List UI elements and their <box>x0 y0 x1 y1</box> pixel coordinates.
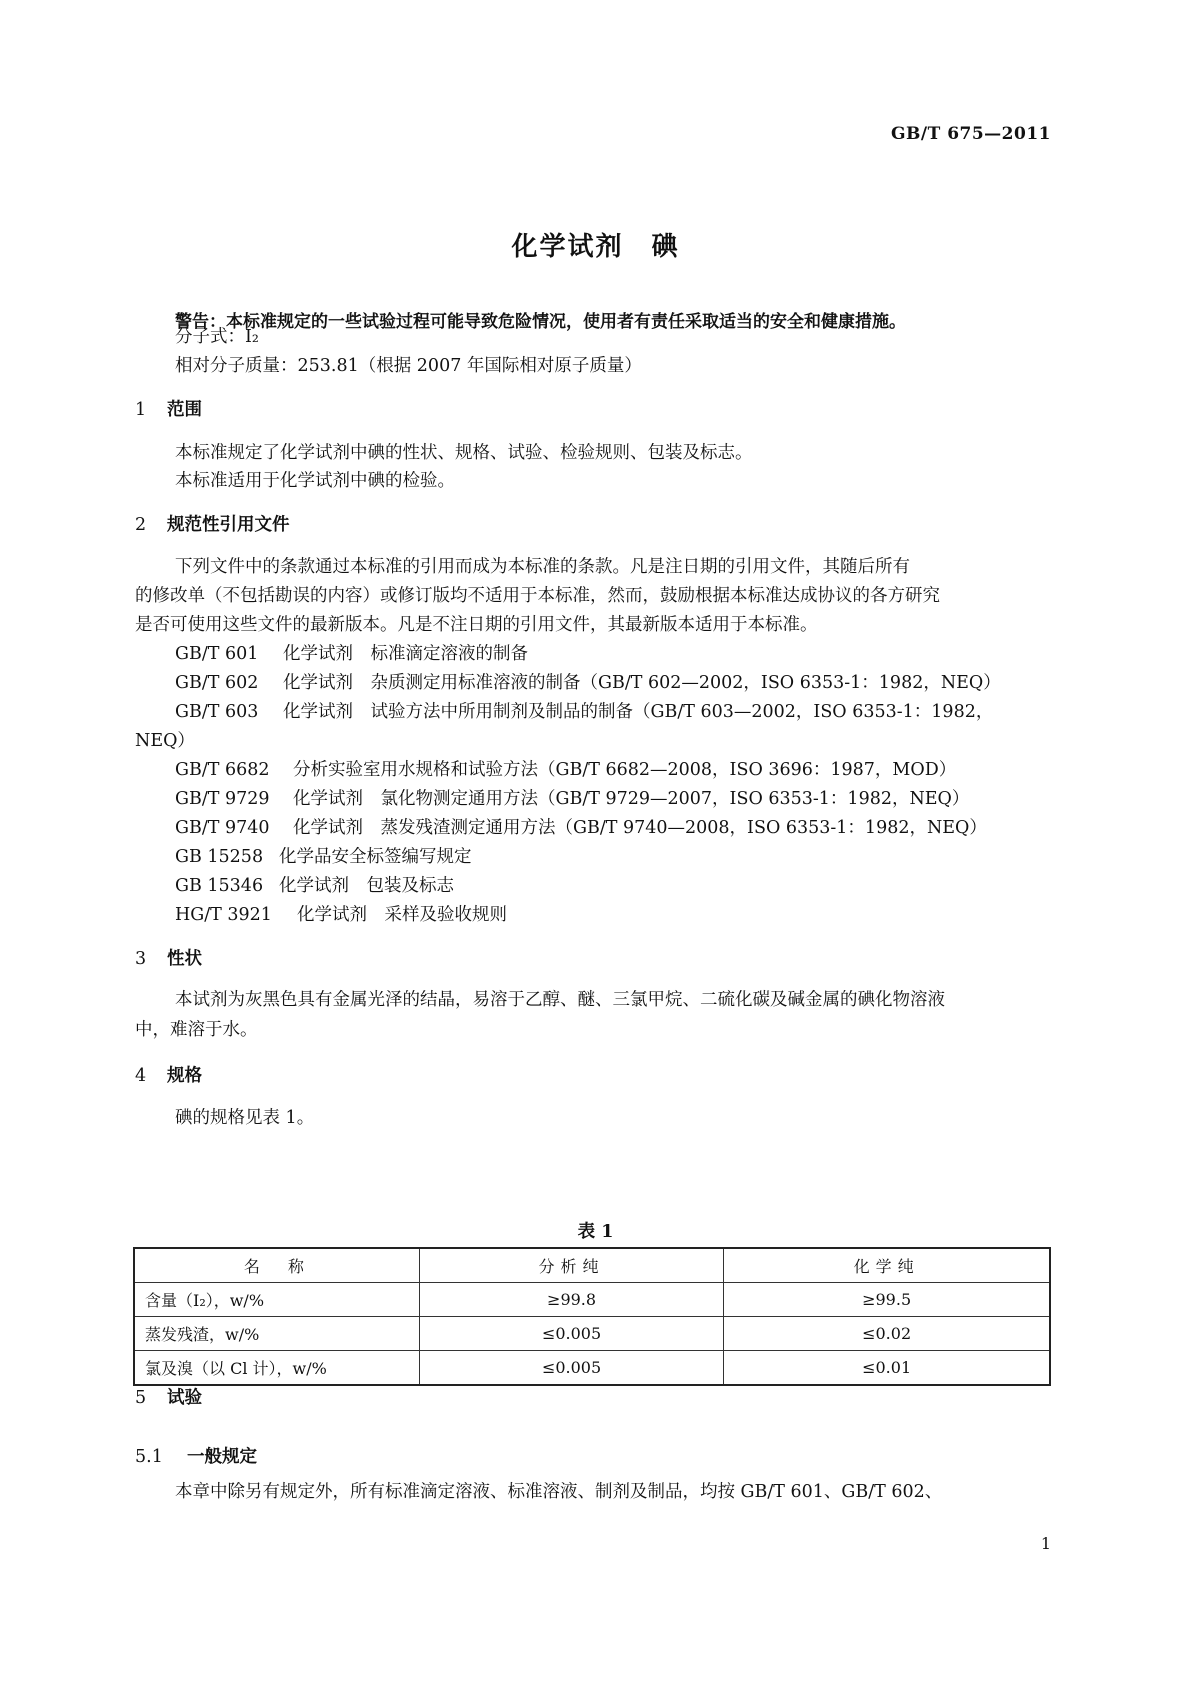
column-header: 名 称 <box>134 1248 419 1283</box>
page-number: 1 <box>1040 1534 1051 1553</box>
paragraph: 是否可使用这些文件的最新版本。凡是不注日期的引用文件，其最新版本适用于本标准。 <box>135 615 818 635</box>
section-title: 一般规定 <box>187 1447 257 1467</box>
paragraph: 中，难溶于水。 <box>135 1020 258 1040</box>
reference-code: GB 15346 <box>175 876 264 896</box>
subsection-5-1-heading <box>135 1443 257 1468</box>
reference-code: GB/T 601 <box>175 644 259 664</box>
reference-title: 化学试剂 试验方法中所用制剂及制品的制备（GB/T 603—2002，ISO 6353-1：1982， <box>283 702 994 722</box>
normative-reference <box>175 785 969 810</box>
section-number: 4 <box>135 1066 147 1086</box>
reference-title: 化学品安全标签编写规定 <box>279 847 472 867</box>
section-4-heading <box>135 1062 202 1087</box>
document-title: 化学试剂 碘 <box>511 232 680 262</box>
section-2-heading <box>135 511 290 536</box>
paragraph: 本章中除另有规定外，所有标准滴定溶液、标准溶液、制剂及制品，均按 GB/T 601、GB/T 602、 <box>175 1482 943 1502</box>
table-header-row <box>134 1248 1050 1283</box>
paragraph: 下列文件中的条款通过本标准的引用而成为本标准的条款。凡是注日期的引用文件，其随后所有 <box>175 557 910 577</box>
section-number: 2 <box>135 515 147 535</box>
section-number: 3 <box>135 949 147 969</box>
table-cell: ≤0.005 <box>419 1317 723 1351</box>
section-number: 5.1 <box>135 1447 163 1467</box>
table-caption: 表 1 <box>577 1222 614 1242</box>
reference-title: 化学试剂 杂质测定用标准溶液的制备（GB/T 602—2002，ISO 6353-1：1982，NEQ） <box>283 673 1001 693</box>
normative-reference <box>175 872 454 897</box>
normative-reference <box>175 814 987 839</box>
section-number: 5 <box>135 1388 147 1408</box>
section-1-heading <box>135 396 202 421</box>
section-title: 规范性引用文件 <box>167 515 290 535</box>
column-header: 分析纯 <box>419 1248 723 1283</box>
normative-reference <box>175 901 507 926</box>
table-cell: 蒸发残渣，w/% <box>134 1317 419 1351</box>
section-3-heading <box>135 945 202 970</box>
standard-code: GB/T 675—2011 <box>891 124 1051 144</box>
reference-title: 化学试剂 标准滴定溶液的制备 <box>283 644 528 664</box>
table-row <box>134 1351 1050 1386</box>
reference-title: 分析实验室用水规格和试验方法（GB/T 6682—2008，ISO 3696：1987，MOD） <box>293 760 957 780</box>
table-cell: 氯及溴（以 Cl 计），w/% <box>134 1351 419 1386</box>
normative-reference <box>175 640 528 665</box>
table-cell: ≤0.02 <box>724 1317 1050 1351</box>
reference-code: GB/T 9740 <box>175 818 270 838</box>
paragraph: 的修改单（不包括勘误的内容）或修订版均不适用于本标准，然而，鼓励根据本标准达成协议的各方研究 <box>135 586 940 606</box>
table-cell: ≤0.01 <box>724 1351 1050 1386</box>
safety-warning: 警告：本标准规定的一些试验过程可能导致危险情况，使用者有责任采取适当的安全和健康措施。 <box>175 312 906 332</box>
section-title: 性状 <box>167 949 202 969</box>
normative-reference <box>175 698 993 723</box>
reference-code: GB/T 9729 <box>175 789 270 809</box>
reference-code: GB 15258 <box>175 847 264 867</box>
formula-label: 分子式： <box>175 327 245 347</box>
paragraph: 碘的规格见表 1。 <box>175 1108 315 1128</box>
table-cell: 含量（I₂），w/% <box>134 1283 419 1317</box>
table-cell: ≥99.5 <box>724 1283 1050 1317</box>
section-title: 范围 <box>167 400 202 420</box>
reference-title: 化学试剂 蒸发残渣测定通用方法（GB/T 9740—2008，ISO 6353-1：1982，NEQ） <box>293 818 987 838</box>
reference-code: GB/T 6682 <box>175 760 270 780</box>
molecular-formula <box>175 323 259 348</box>
reference-title: 化学试剂 氯化物测定通用方法（GB/T 9729—2007，ISO 6353-1：1982，NEQ） <box>293 789 970 809</box>
normative-reference <box>175 843 472 868</box>
section-title: 试验 <box>167 1388 202 1408</box>
section-5-heading <box>135 1384 202 1409</box>
normative-reference <box>175 669 1001 694</box>
table-cell: ≤0.005 <box>419 1351 723 1386</box>
reference-continuation: NEQ） <box>135 731 195 751</box>
reference-code: GB/T 603 <box>175 702 259 722</box>
reference-code: HG/T 3921 <box>175 905 272 925</box>
paragraph: 本标准规定了化学试剂中碘的性状、规格、试验、检验规则、包装及标志。 <box>175 443 753 463</box>
table-cell: ≥99.8 <box>419 1283 723 1317</box>
reference-title: 化学试剂 采样及验收规则 <box>297 905 507 925</box>
specification-table <box>133 1247 1051 1386</box>
table-row <box>134 1283 1050 1317</box>
molecular-mass: 相对分子质量：253.81（根据 2007 年国际相对原子质量） <box>175 356 642 376</box>
paragraph: 本标准适用于化学试剂中碘的检验。 <box>175 471 455 491</box>
section-number: 1 <box>135 400 147 420</box>
column-header: 化学纯 <box>724 1248 1050 1283</box>
reference-code: GB/T 602 <box>175 673 259 693</box>
normative-reference <box>175 756 956 781</box>
table-row <box>134 1317 1050 1351</box>
formula-value: I₂ <box>245 327 259 347</box>
section-title: 规格 <box>167 1066 202 1086</box>
paragraph: 本试剂为灰黑色具有金属光泽的结晶，易溶于乙醇、醚、三氯甲烷、二硫化碳及碱金属的碘化物溶液 <box>175 990 945 1010</box>
reference-title: 化学试剂 包装及标志 <box>279 876 454 896</box>
